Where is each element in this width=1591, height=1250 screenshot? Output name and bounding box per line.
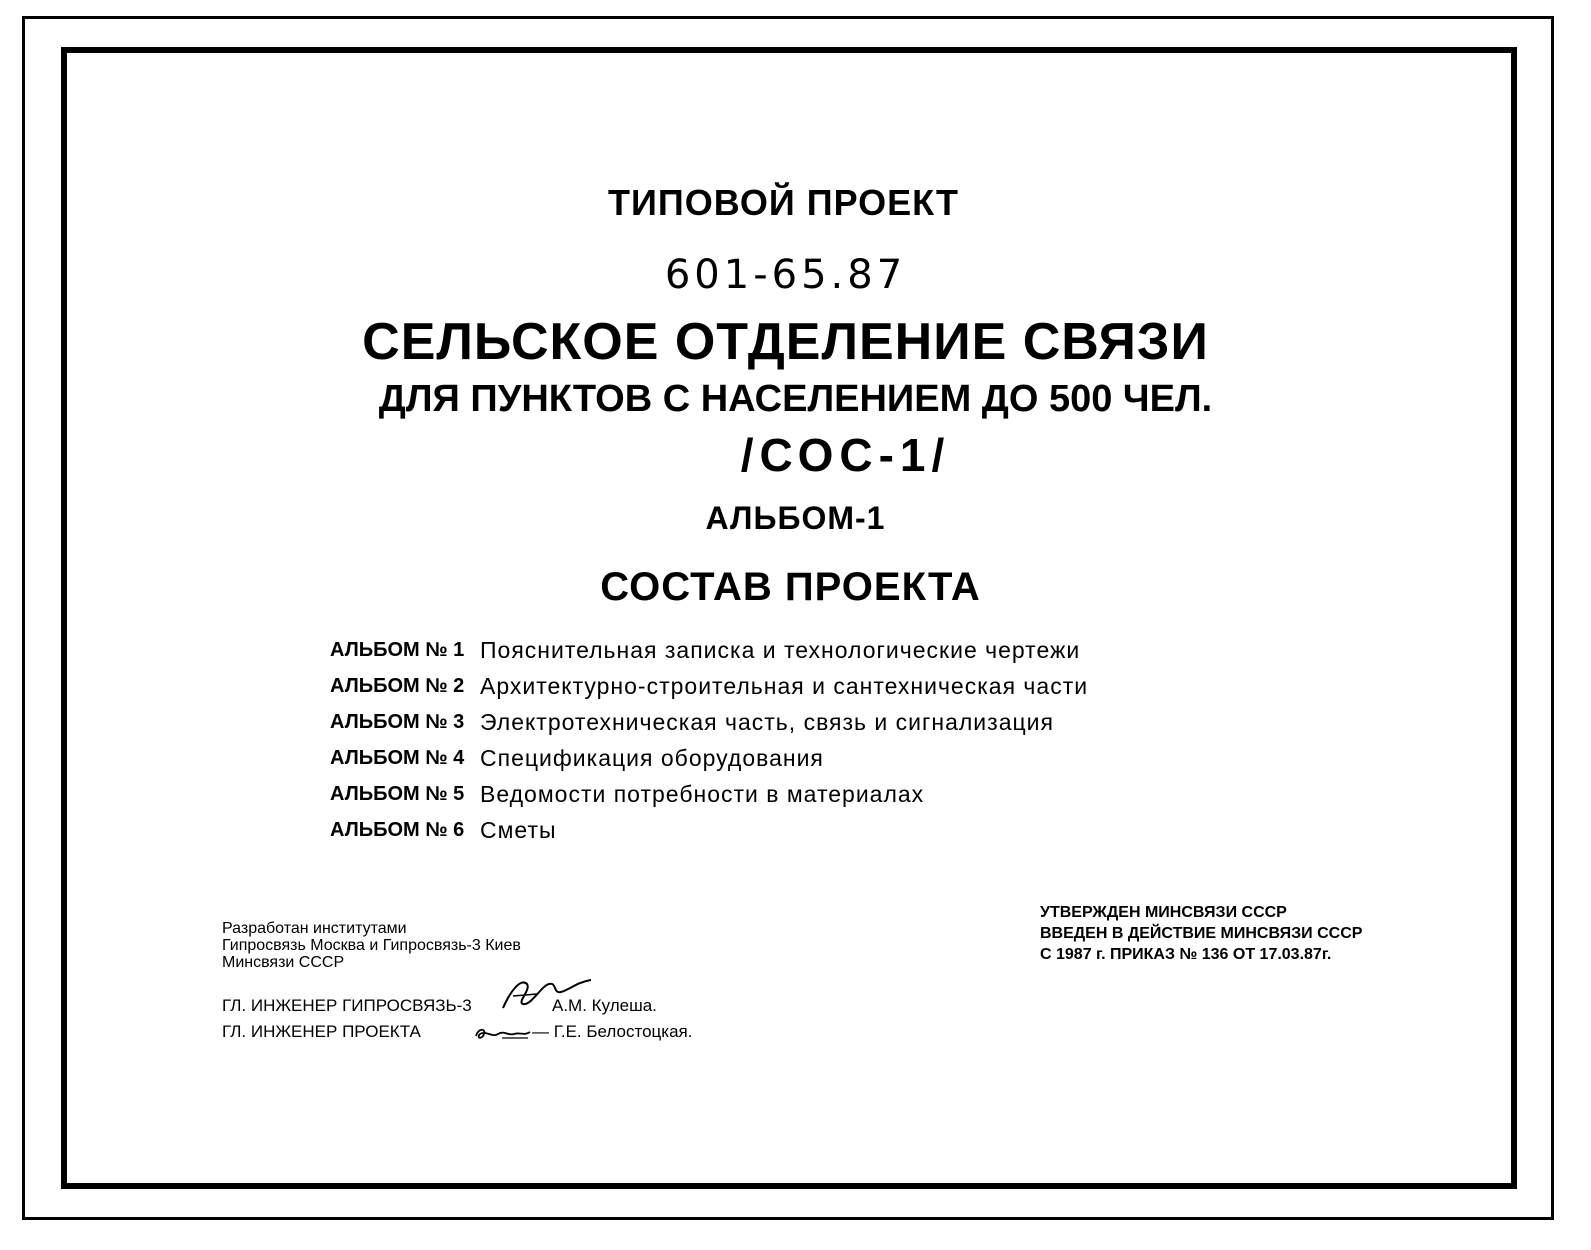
album-label: АЛЬБОМ-1 [705,500,886,536]
album-description: Ведомости потребности в материалах [480,780,925,807]
album-list [330,632,1088,848]
album-number: АЛЬБОМ № 6 [330,818,465,841]
approval-line: С 1987 г. ПРИКАЗ № 136 ОТ 17.03.87г. [1040,946,1332,963]
list-item [330,632,1088,668]
album-number: АЛЬБОМ № 2 [330,674,465,697]
project-code: /СОС-1/ [740,429,951,481]
approval-line: УТВЕРЖДЕН МИНСВЯЗИ СССР [1040,904,1287,921]
signatory-name: — Г.Е. Белостоцкая. [532,1022,693,1041]
album-description: Электротехническая часть, связь и сигнализация [480,708,1054,735]
signatory-name: А.М. Кулеша. [552,996,657,1015]
approval-block [1040,902,1362,965]
list-item [330,776,1088,812]
list-item [330,740,1088,776]
signature-row [222,1022,693,1042]
album-description: Спецификация оборудования [480,744,824,771]
typical-project-label: ТИПОВОЙ ПРОЕКТ [607,182,959,223]
album-description: Архитектурно-строительная и сантехническая части [480,672,1089,699]
album-number: АЛЬБОМ № 4 [330,746,465,769]
list-item [330,812,1088,848]
album-description: Сметы [480,816,557,843]
album-number: АЛЬБОМ № 5 [330,782,465,805]
developer-line: Минсвязи СССР [222,954,345,971]
album-number: АЛЬБОМ № 1 [330,638,465,661]
project-number: 601-65.87 [664,252,907,298]
signatory-role: ГЛ. ИНЖЕНЕР ПРОЕКТА [222,1022,421,1041]
project-subtitle: ДЛЯ ПУНКТОВ С НАСЕЛЕНИЕМ ДО 500 ЧЕЛ. [378,378,1213,420]
album-description: Пояснительная записка и технологические чертежи [480,636,1081,663]
signature-row [222,996,657,1016]
developer-line: Гипросвязь Москва и Гипросвязь-3 Киев [222,937,521,954]
approval-line: ВВЕДЕН В ДЕЙСТВИЕ МИНСВЯЗИ СССР [1040,925,1363,942]
project-title: СЕЛЬСКОЕ ОТДЕЛЕНИЕ СВЯЗИ [362,313,1209,371]
list-item [330,668,1088,704]
developer-line: Разработан институтами [222,920,407,937]
list-item [330,704,1088,740]
developer-block [222,920,521,971]
signatory-role: ГЛ. ИНЖЕНЕР ГИПРОСВЯЗЬ-3 [222,996,472,1015]
album-number: АЛЬБОМ № 3 [330,710,465,733]
handwritten-signature [472,1022,534,1046]
composition-heading: СОСТАВ ПРОЕКТА [600,565,981,609]
